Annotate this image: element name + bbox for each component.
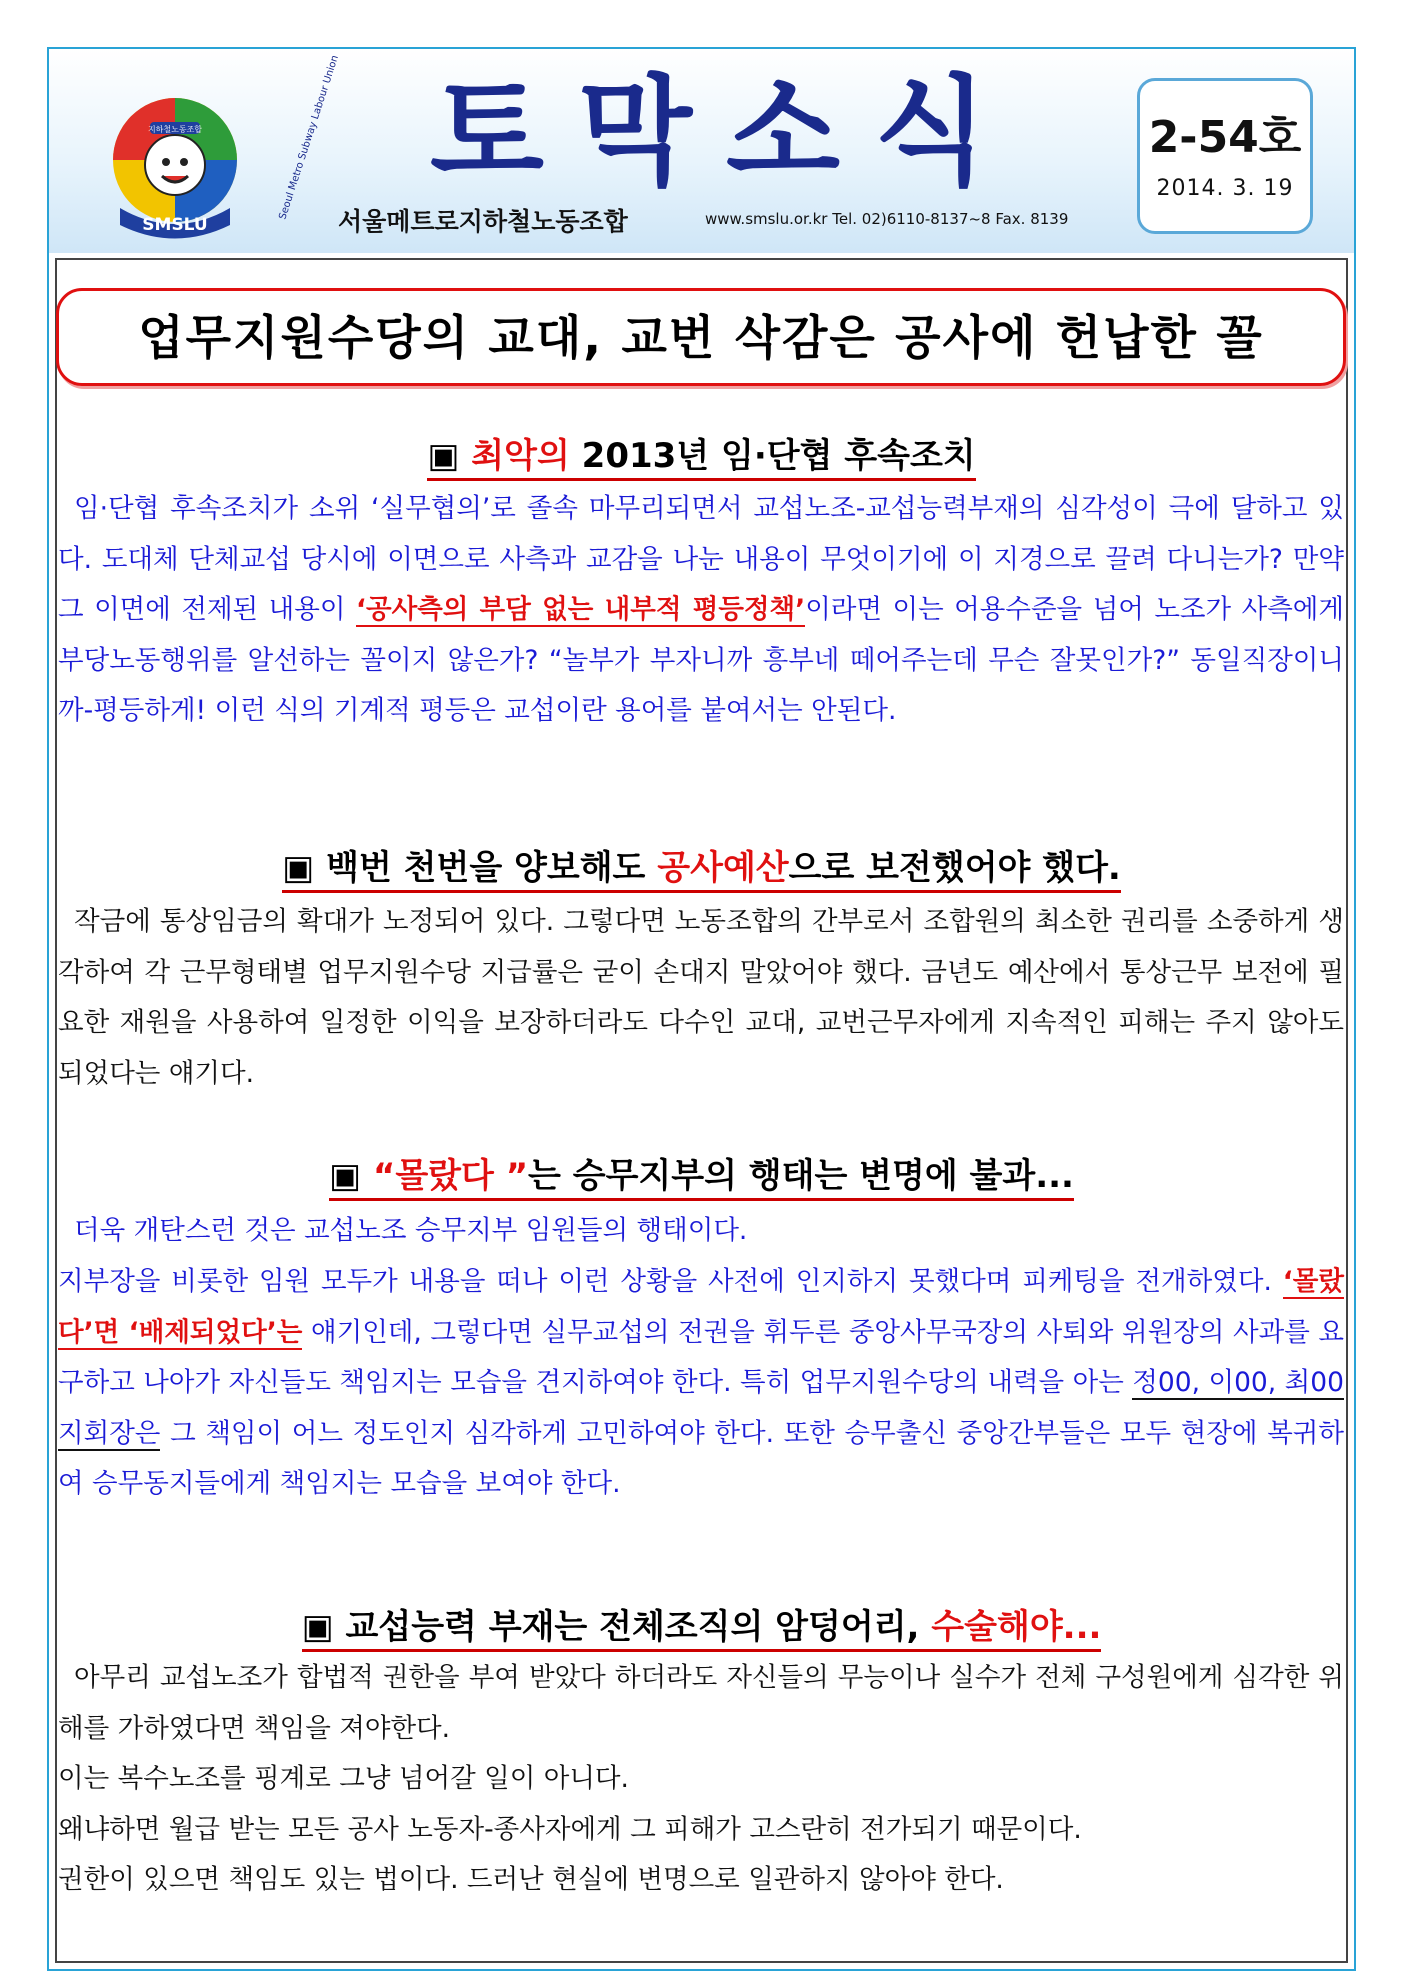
logo-text: SMSLU — [142, 215, 208, 235]
section-marker: ▣ — [427, 436, 460, 476]
issue-number: 2-54호 — [1148, 112, 1302, 163]
section-2-title-b: 으로 보전했어야 했다. — [788, 848, 1121, 888]
section-4-title-a: 교섭능력 부재는 전체조직의 암덩어리, — [333, 1607, 932, 1647]
org-name: 서울메트로지하철노동조합 — [338, 207, 628, 236]
org-english-text: Seoul Metro Subway Labour Union — [277, 54, 341, 221]
section-3-intro: 더욱 개탄스런 것은 교섭노조 승무지부 임원들의 행태이다. — [74, 1215, 748, 1246]
section-3-text-b: 얘기인데, 그렇다면 실무교섭의 전권을 휘두른 중앙사무국장의 사퇴와 위원장의 사과를 요구하고 나아가 자신들도 책임지는 모습을 견지하여야 한다. 특히 업무지원수당의 내력을 아는 — [58, 1316, 1345, 1398]
section-marker: ▣ — [301, 1607, 334, 1647]
section-3-title-rest: 는 승무지부의 행태는 변명에 불과... — [528, 1156, 1074, 1196]
section-3-text-a: 지부장을 비롯한 임원 모두가 내용을 떠나 이런 상황을 사전에 인지하지 못했다며 피케팅을 전개하였다. — [58, 1266, 1283, 1297]
logo-badge: 지하철노동조합 — [147, 125, 203, 134]
section-1-title — [0, 428, 1403, 477]
section-marker: ▣ — [329, 1156, 362, 1196]
section-1-text-2: 이라면 이는 어용수준을 넘어 노조가 사측에게 부당노동행위를 알선하는 꼴이지 않은가? “놀부가 부자니까 흥부네 떼어주는데 무슨 잘못인가?” 동일직장이니까-평등하게! 이런 식의 기계적 평등은 교섭이란 용어를 붙여서는 안된다. — [58, 594, 1345, 726]
issue-date: 2014. 3. 19 — [1156, 176, 1294, 201]
section-2-title — [0, 840, 1403, 889]
section-4-text-1: 아무리 교섭노조가 합법적 권한을 부여 받았다 하더라도 자신들의 무능이나 실수가 전체 구성원에게 심각한 위해를 가하였다면 책임을 져야한다. — [58, 1662, 1344, 1744]
section-3-title — [0, 1148, 1403, 1197]
section-4-text-4: 권한이 있으면 책임도 있는 법이다. 드러난 현실에 변명으로 일관하지 않아야 한다. — [58, 1864, 1004, 1895]
section-1-title-red: 최악의 — [471, 436, 570, 476]
section-3-highlight: ‘몰랐다’면 ‘배제되었다’는 — [58, 1266, 1344, 1348]
headline: 업무지원수당의 교대, 교번 삭감은 공사에 헌납한 꼴 — [138, 311, 1264, 366]
headline-box — [56, 288, 1346, 386]
section-1-text-1: 임·단협 후속조치가 소위 ‘실무협의’로 졸속 마무리되면서 교섭노조-교섭능력부재의 심각성이 극에 달하고 있다. 도대체 단체교섭 당시에 이면으로 사측과 교감을 나눈 내용이 무엇이기에 이 지경으로 끌려 다니는가? 만약 그 이면에 전제된 내용이 — [58, 493, 1344, 625]
section-3-body — [58, 1257, 1344, 1510]
section-1-highlight: ‘공사측의 부담 없는 내부적 평등정책’ — [355, 594, 806, 625]
section-3-underlined: 정00, 이00, 최00 지회장은 — [58, 1367, 1344, 1449]
section-3-title-red: “몰랐다 ” — [361, 1156, 529, 1196]
section-4-text-3: 왜냐하면 월급 받는 모든 공사 노동자-종사자에게 그 피해가 고스란히 전가되기 때문이다. — [58, 1814, 1082, 1845]
section-2-title-a: 백번 천번을 양보해도 — [314, 848, 658, 888]
section-4-text-2: 이는 복수노조를 핑계로 그냥 넘어갈 일이 아니다. — [58, 1763, 629, 1794]
section-marker: ▣ — [282, 848, 315, 888]
issue-box — [1137, 78, 1313, 234]
section-1-title-rest: 2013년 임·단협 후속조치 — [569, 436, 976, 476]
section-2-body: 작금에 통상임금의 확대가 노정되어 있다. 그렇다면 노동조합의 간부로서 조합원의 최소한 권리를 소중하게 생각하여 각 근무형태별 업무지원수당 지급률은 굳이 손대지 말았어야 했다. 금년도 예산에서 통상근무 보전에 필요한 재원을 사용하여 일정한 이익을 보장하더라도 다수인 교대, 교번근무자에게 지속적인 피해는 주지 않아도 되었다는 얘기다. — [58, 906, 1344, 1089]
union-logo — [90, 80, 260, 250]
org-english-vertical — [245, 54, 341, 225]
section-4-title — [0, 1599, 1403, 1648]
masthead-title: 토막소식 — [430, 63, 1022, 201]
section-3-text-c: 그 책임이 어느 정도인지 심각하게 고민하여야 한다. 또한 승무출신 중앙간부들은 모두 현장에 복귀하여 승무동지들에게 책임지는 모습을 보여야 한다. — [58, 1417, 1344, 1499]
section-4-title-red: 수술해야... — [931, 1607, 1102, 1647]
section-2-title-red: 공사예산 — [657, 848, 789, 888]
contact-info: www.smslu.or.kr Tel. 02)6110-8137~8 Fax. 8139 — [705, 210, 1069, 228]
section-1-body — [58, 484, 1344, 737]
